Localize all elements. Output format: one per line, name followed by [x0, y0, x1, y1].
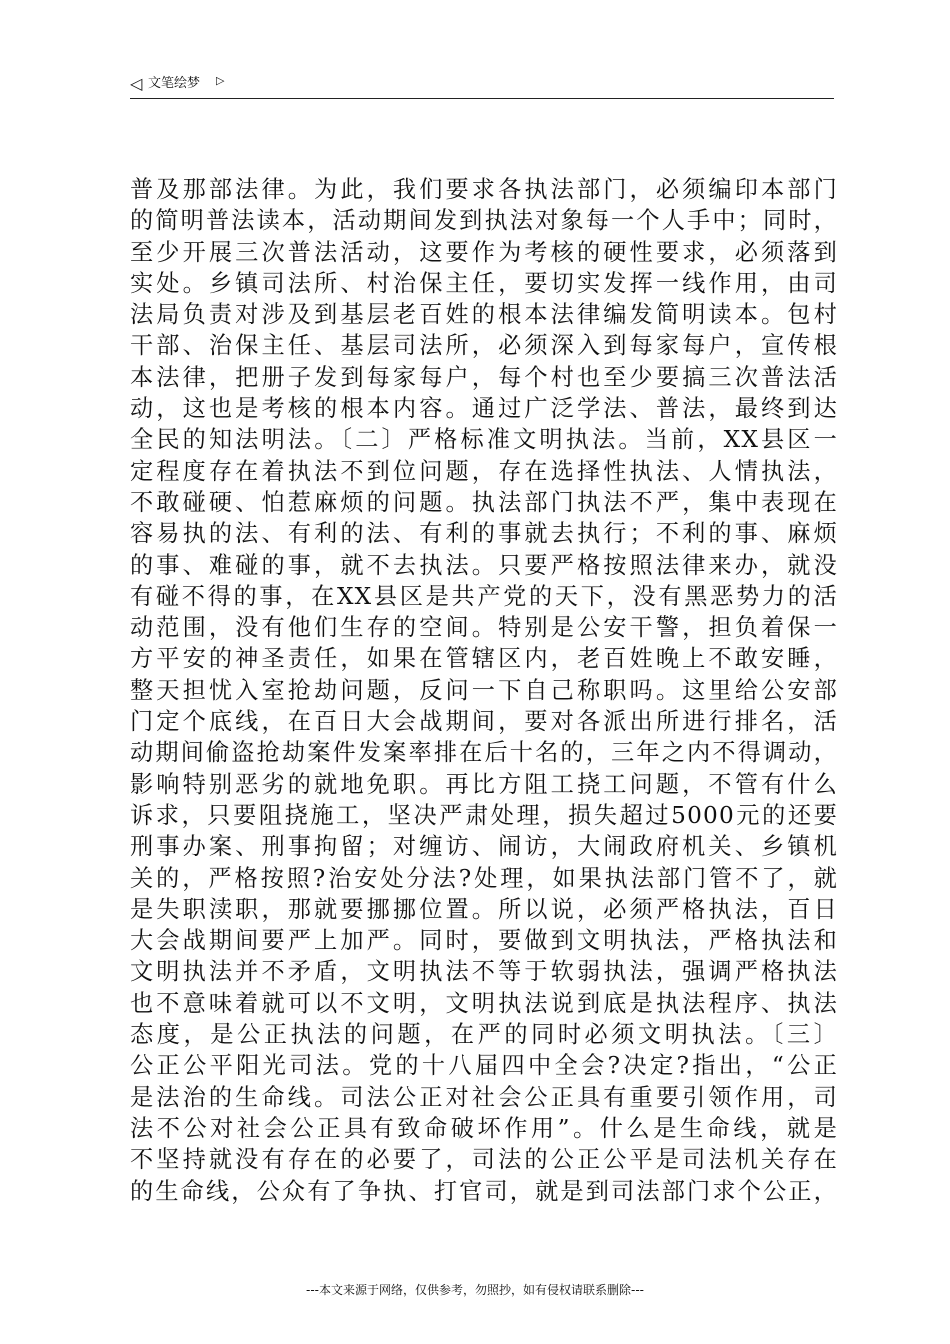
- text-line: 的生命线，公众有了争执、打官司，就是到司法部门求个公正，: [130, 1177, 838, 1205]
- text-line: 动范围，没有他们生存的空间。特别是公安干警，担负着保一: [130, 614, 838, 642]
- text-line: 文明执法并不矛盾，文明执法不等于软弱执法，强调严格执法: [130, 958, 838, 986]
- text-line: 刑事办案、刑事拘留；对缠访、闹访，大闹政府机关、乡镇机: [130, 833, 838, 861]
- text-line: 影响特别恶劣的就地免职。再比方阻工挠工问题，不管有什么: [130, 770, 838, 798]
- text-line: 全民的知法明法。〔二〕严格标准文明执法。当前，XX县区一: [130, 426, 838, 454]
- page-header: [130, 72, 834, 99]
- text-line: 关的，严格按照?治安处分法?处理，如果执法部门管不了，就: [130, 864, 838, 892]
- text-line: 法局负责对涉及到基层老百姓的根本法律编发简明读本。包村: [130, 301, 838, 329]
- text-line: 容易执的法、有利的法、有利的事就去执行；不利的事、麻烦: [130, 520, 838, 548]
- text-line: 动期间偷盗抢劫案件发案率排在后十名的，三年之内不得调动，: [130, 739, 838, 767]
- text-line: 大会战期间要严上加严。同时，要做到文明执法，严格执法和: [130, 927, 838, 955]
- text-line: 态度，是公正执法的问题，在严的同时必须文明执法。〔三〕: [130, 1021, 838, 1049]
- text-line: 实处。乡镇司法所、村治保主任，要切实发挥一线作用，由司: [130, 269, 838, 297]
- text-line: 定程度存在着执法不到位问题，存在选择性执法、人情执法，: [130, 457, 838, 485]
- header-brand: 文笔绘梦: [148, 76, 201, 91]
- left-triangle-icon: ◁: [130, 74, 143, 93]
- text-line: 是法治的生命线。司法公正对社会公正具有重要引领作用，司: [130, 1083, 838, 1111]
- document-body: [130, 174, 838, 1207]
- text-line: 门定个底线，在百日大会战期间，要对各派出所进行排名，活: [130, 708, 838, 736]
- text-line: 干部、治保主任、基层司法所，必须深入到每家每户，宣传根: [130, 332, 838, 360]
- text-line: 也不意味着就可以不文明，文明执法说到底是执法程序、执法: [130, 989, 838, 1017]
- text-line: 本法律，把册子发到每家每户，每个村也至少要搞三次普法活: [130, 363, 838, 391]
- text-line: 有碰不得的事，在XX县区是共产党的天下，没有黑恶势力的活: [130, 582, 838, 610]
- text-line: 法不公对社会公正具有致命破坏作用”。什么是生命线，就是: [130, 1114, 838, 1142]
- text-line: 不坚持就没有存在的必要了，司法的公正公平是司法机关存在: [130, 1146, 838, 1174]
- text-line: 动，这也是考核的根本内容。通过广泛学法、普法，最终到达: [130, 395, 838, 423]
- text-line: 诉求，只要阻挠施工，坚决严肃处理，损失超过5000元的还要: [130, 801, 838, 829]
- text-line: 不敢碰硬、怕惹麻烦的问题。执法部门执法不严，集中表现在: [130, 488, 838, 516]
- text-line: 公正公平阳光司法。党的十八届四中全会?决定?指出，“公正: [130, 1052, 838, 1080]
- right-triangle-icon: ▷: [216, 74, 225, 87]
- text-line: 普及那部法律。为此，我们要求各执法部门，必须编印本部门: [130, 176, 838, 203]
- text-line: 是失职渎职，那就要挪挪位置。所以说，必须严格执法，百日: [130, 895, 838, 923]
- text-line: 整天担忧入室抢劫问题，反问一下自己称职吗。这里给公安部: [130, 676, 838, 704]
- text-line: 的事、难碰的事，就不去执法。只要严格按照法律来办，就没: [130, 551, 838, 579]
- text-line: 至少开展三次普法活动，这要作为考核的硬性要求，必须落到: [130, 238, 838, 266]
- text-line: 的简明普法读本，活动期间发到执法对象每一个人手中；同时，: [130, 207, 838, 235]
- text-line: 方平安的神圣责任，如果在管辖区内，老百姓晚上不敢安睡，: [130, 645, 838, 673]
- footer-disclaimer: ---本文来源于网络，仅供参考，勿照抄，如有侵权请联系删除---: [306, 1283, 644, 1297]
